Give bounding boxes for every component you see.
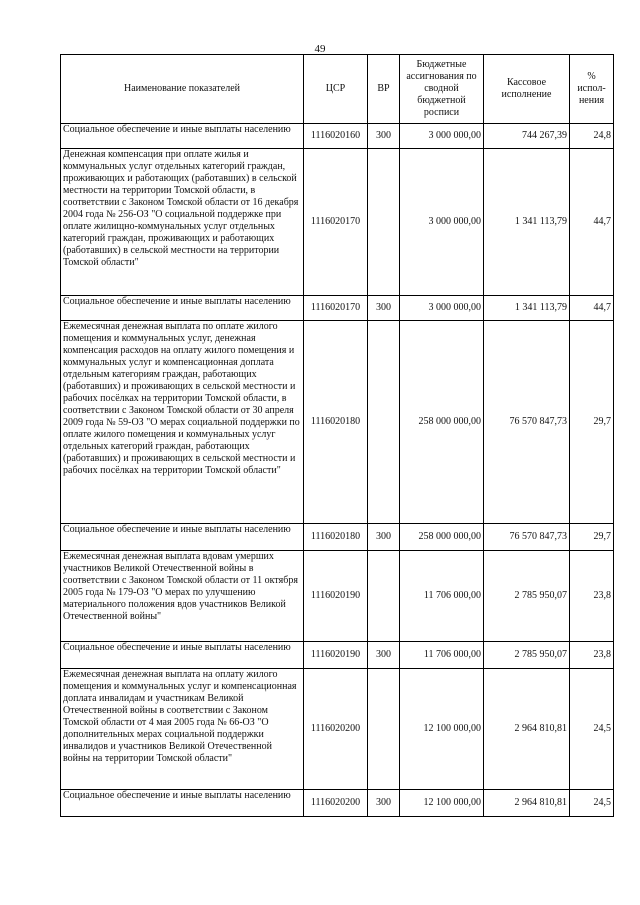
column-header-budget: Бюджетные ассигнования по сводной бюджетной росписи <box>400 55 484 124</box>
table-row <box>61 321 614 524</box>
row-name: Денежная компенсация при оплате жилья и коммунальных услуг отдельных категорий граждан, проживающих и работающих (работавших) в сельской местности на территории Томской области, в соответствии с Законом Томской области от 16 декабря 2004 года № 256-ОЗ "О социальной поддержке при оплате жилищно-коммунальных услуг отдельных категорий граждан, проживающих и работающих (работавших) в сельской местности на территории Томской области" <box>61 149 304 296</box>
row-cash: 2 785 950,07 <box>484 551 570 642</box>
row-name: Социальное обеспечение и иные выплаты населению <box>61 642 304 669</box>
row-csr: 1116020200 <box>304 669 368 790</box>
row-cash: 2 785 950,07 <box>484 642 570 669</box>
row-csr: 1116020180 <box>304 524 368 551</box>
row-vr: 300 <box>368 524 400 551</box>
row-percent: 23,8 <box>570 551 614 642</box>
row-cash: 2 964 810,81 <box>484 669 570 790</box>
row-cash: 76 570 847,73 <box>484 321 570 524</box>
row-percent: 44,7 <box>570 149 614 296</box>
row-vr <box>368 551 400 642</box>
row-cash: 744 267,39 <box>484 124 570 149</box>
row-vr: 300 <box>368 296 400 321</box>
row-percent: 44,7 <box>570 296 614 321</box>
row-name: Ежемесячная денежная выплата по оплате жилого помещения и коммунальных услуг, денежная компенсация расходов на оплату жилого помещения и коммунальных услуг и компенсационная доплата отдельным категориям граждан, работающих (работавших) и проживающих в сельской местности и рабочих посёлках на территории Томской области, в соответствии с Законом Томской области от 30 апреля 2009 года № 59-ОЗ "О мерах социальной поддержки по оплате жилого помещения и коммунальных услуг отдельных категорий граждан, работающих (работавших) и проживающих в сельской местности и рабочих посёлках на территории Томской области" <box>61 321 304 524</box>
row-budget: 11 706 000,00 <box>400 551 484 642</box>
row-budget: 12 100 000,00 <box>400 669 484 790</box>
column-header-cash: Кассовое исполнение <box>484 55 570 124</box>
row-csr: 1116020170 <box>304 296 368 321</box>
row-csr: 1116020190 <box>304 642 368 669</box>
column-header-csr: ЦСР <box>304 55 368 124</box>
row-vr <box>368 321 400 524</box>
table-row <box>61 551 614 642</box>
row-name: Ежемесячная денежная выплата на оплату жилого помещения и коммунальных услуг и компенсационная доплата инвалидам и участникам Великой Отечественной войны в соответствии с Законом Томской области от 4 мая 2005 года № 66-ОЗ "О дополнительных мерах социальной поддержки инвалидов и участников Великой Отечественной войны на территории Томской области" <box>61 669 304 790</box>
column-header-vr: ВР <box>368 55 400 124</box>
table-row <box>61 642 614 669</box>
row-name: Социальное обеспечение и иные выплаты населению <box>61 296 304 321</box>
table-row <box>61 124 614 149</box>
row-budget: 258 000 000,00 <box>400 524 484 551</box>
row-cash: 1 341 113,79 <box>484 296 570 321</box>
column-header-name: Наименование показателей <box>61 55 304 124</box>
table-row <box>61 669 614 790</box>
row-percent: 24,5 <box>570 669 614 790</box>
row-vr: 300 <box>368 642 400 669</box>
row-csr: 1116020200 <box>304 790 368 817</box>
row-name: Социальное обеспечение и иные выплаты населению <box>61 524 304 551</box>
row-percent: 23,8 <box>570 642 614 669</box>
row-cash: 1 341 113,79 <box>484 149 570 296</box>
table-row <box>61 790 614 817</box>
row-vr: 300 <box>368 790 400 817</box>
row-csr: 1116020190 <box>304 551 368 642</box>
row-name: Ежемесячная денежная выплата вдовам умерших участников Великой Отечественной войны в соответствии с Законом Томской области от 11 октября 2005 года № 179-ОЗ "О мерах по улучшению материального положения вдов участников Великой Отечественной войны" <box>61 551 304 642</box>
row-csr: 1116020170 <box>304 149 368 296</box>
row-csr: 1116020160 <box>304 124 368 149</box>
table-row <box>61 149 614 296</box>
row-vr <box>368 669 400 790</box>
budget-table <box>60 54 614 817</box>
row-budget: 258 000 000,00 <box>400 321 484 524</box>
row-cash: 2 964 810,81 <box>484 790 570 817</box>
table-row <box>61 524 614 551</box>
row-budget: 3 000 000,00 <box>400 149 484 296</box>
row-cash: 76 570 847,73 <box>484 524 570 551</box>
table-header-row <box>61 55 614 124</box>
row-budget: 3 000 000,00 <box>400 296 484 321</box>
row-percent: 29,7 <box>570 524 614 551</box>
row-name: Социальное обеспечение и иные выплаты населению <box>61 790 304 817</box>
row-csr: 1116020180 <box>304 321 368 524</box>
row-vr <box>368 149 400 296</box>
column-header-percent: % испол-нения <box>570 55 614 124</box>
row-percent: 24,8 <box>570 124 614 149</box>
row-budget: 11 706 000,00 <box>400 642 484 669</box>
page-number: 49 <box>314 43 326 55</box>
table-row <box>61 296 614 321</box>
row-percent: 24,5 <box>570 790 614 817</box>
row-percent: 29,7 <box>570 321 614 524</box>
row-name: Социальное обеспечение и иные выплаты населению <box>61 124 304 149</box>
row-vr: 300 <box>368 124 400 149</box>
row-budget: 3 000 000,00 <box>400 124 484 149</box>
row-budget: 12 100 000,00 <box>400 790 484 817</box>
